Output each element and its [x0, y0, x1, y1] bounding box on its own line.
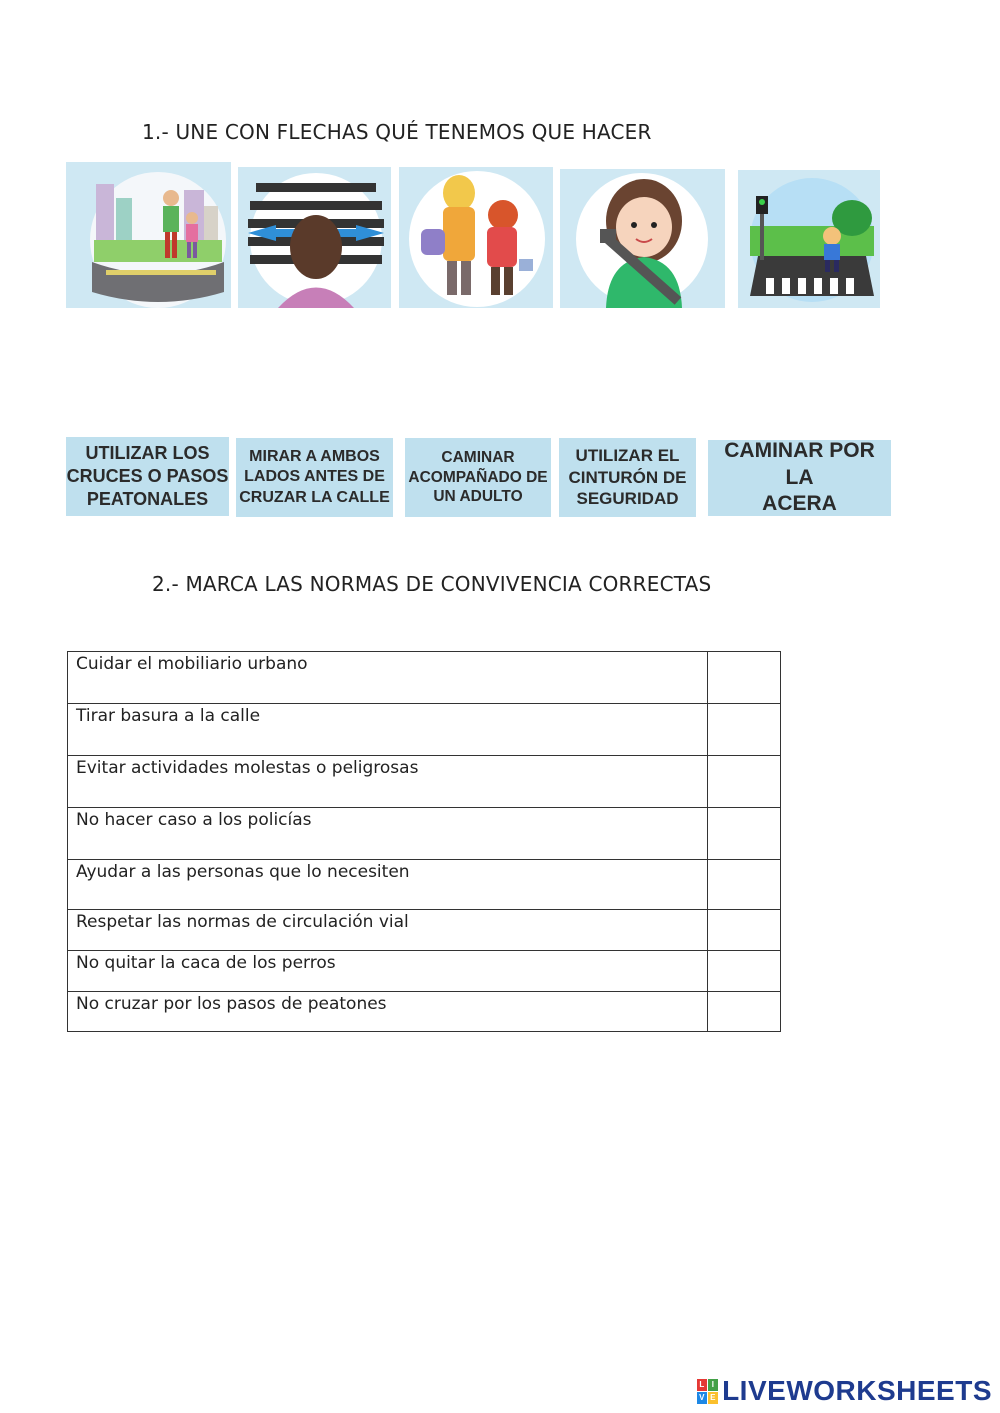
children-walking-with-adult-icon [399, 167, 553, 308]
section2-title: 2.- MARCA LAS NORMAS DE CONVIVENCIA CORRECTAS [152, 572, 712, 596]
look-both-ways-crosswalk-icon [238, 167, 391, 308]
child-crossing-road-icon [738, 170, 880, 308]
label-walk-on-sidewalk: CAMINAR POR LA ACERA [708, 440, 891, 516]
seatbelt-girl-icon [560, 169, 725, 308]
table-row [68, 704, 781, 756]
rule-checkbox[interactable] [708, 860, 781, 910]
rule-checkbox[interactable] [708, 992, 781, 1032]
label-walk-with-adult: CAMINAR ACOMPAÑADO DE UN ADULTO [405, 438, 551, 517]
rule-checkbox[interactable] [708, 652, 781, 704]
rule-checkbox[interactable] [708, 808, 781, 860]
rules-table [67, 651, 781, 1032]
table-row [68, 860, 781, 910]
table-row [68, 808, 781, 860]
table-row [68, 951, 781, 992]
table-row [68, 992, 781, 1032]
label-use-seatbelt: UTILIZAR EL CINTURÓN DE SEGURIDAD [559, 438, 696, 517]
label-use-crosswalks: UTILIZAR LOS CRUCES O PASOS PEATONALES [66, 437, 229, 516]
rule-text: Ayudar a las personas que lo necesiten [68, 860, 708, 910]
rule-text: No cruzar por los pasos de peatones [68, 992, 708, 1032]
liveworksheets-logo-icon: L I V E [697, 1379, 718, 1404]
rule-checkbox[interactable] [708, 756, 781, 808]
brand-name: LIVEWORKSHEETS [722, 1375, 992, 1406]
rule-checkbox[interactable] [708, 951, 781, 992]
city-crosswalk-children-icon [66, 162, 231, 308]
rule-text: Evitar actividades molestas o peligrosas [68, 756, 708, 808]
rule-text: Respetar las normas de circulación vial [68, 910, 708, 951]
table-row [68, 756, 781, 808]
rule-checkbox[interactable] [708, 704, 781, 756]
rule-text: Cuidar el mobiliario urbano [68, 652, 708, 704]
rule-text: Tirar basura a la calle [68, 704, 708, 756]
table-row [68, 910, 781, 951]
table-row [68, 652, 781, 704]
rule-text: No hacer caso a los policías [68, 808, 708, 860]
label-look-both-ways: MIRAR A AMBOS LADOS ANTES DE CRUZAR LA CALLE [236, 438, 393, 517]
rule-checkbox[interactable] [708, 910, 781, 951]
liveworksheets-brand [697, 1375, 992, 1407]
rule-text: No quitar la caca de los perros [68, 951, 708, 992]
section1-title: 1.- UNE CON FLECHAS QUÉ TENEMOS QUE HACER [142, 120, 652, 144]
